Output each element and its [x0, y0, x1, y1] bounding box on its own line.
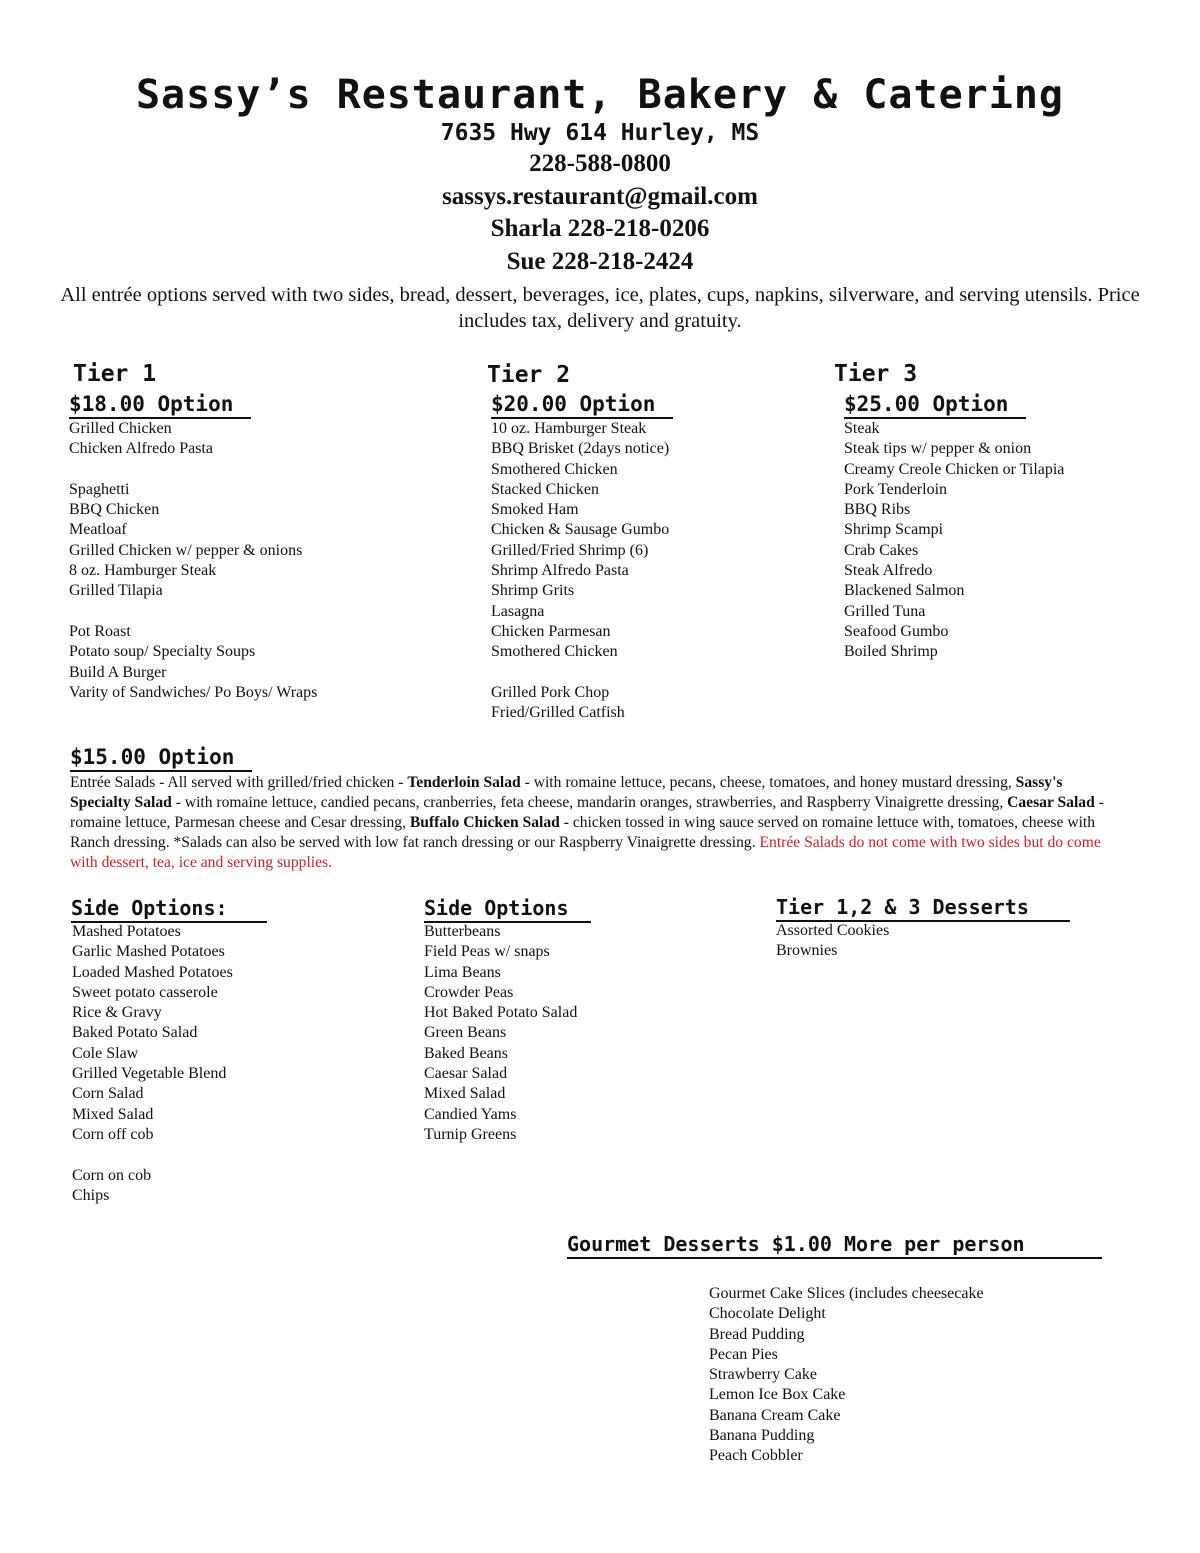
list-item: Boiled Shrimp: [844, 643, 938, 661]
email: sassys.restaurant@gmail.com: [442, 183, 758, 210]
buffalo-salad-name: Buffalo Chicken Salad: [409, 814, 560, 831]
side-options-2-list: [424, 922, 577, 1145]
list-item: Sweet potato casserole: [72, 983, 218, 1001]
restaurant-title: Sassy’s Restaurant, Bakery & Catering: [135, 72, 1065, 118]
list-item: Field Peas w/ snaps: [424, 943, 550, 961]
list-item: Candied Yams: [424, 1105, 517, 1123]
list-item: Banana Cream Cake: [709, 1406, 841, 1424]
list-item: Brownies: [776, 942, 838, 960]
list-item: 10 oz. Hamburger Steak: [491, 420, 647, 437]
list-item: Spaghetti: [69, 480, 130, 498]
tenderloin-salad-desc: - with romaine lettuce, pecans, cheese, tomatoes, and honey mustard dressing,: [520, 774, 1016, 791]
list-item: Creamy Creole Chicken or Tilapia: [844, 460, 1065, 478]
desserts-list: [776, 921, 889, 962]
list-item: Bread Pudding: [709, 1325, 805, 1343]
caesar-salad-desc: - romaine lettuce, Parmesan cheese and Cesar dressing,: [70, 794, 1104, 831]
list-item: Pork Tenderloin: [844, 480, 948, 498]
salad-description: [70, 773, 1120, 873]
caesar-salad-name: Caesar Salad: [1007, 794, 1095, 811]
list-item: Crowder Peas: [424, 983, 514, 1001]
list-item: Strawberry Cake: [709, 1366, 817, 1384]
gourmet-desserts-list: [709, 1284, 984, 1467]
salad-price: $15.00 Option: [70, 745, 252, 772]
list-item: Smothered Chicken: [491, 460, 618, 478]
buffalo-salad-desc: - chicken tossed in wing sauce served on romaine lettuce with, tomatoes, cheese with Ranch dressing. *Salads can also be served with low fat ranch dressing or our Raspberry Vinaigrette dressing.: [70, 814, 1096, 851]
list-item: Gourmet Cake Slices (includes cheesecake: [709, 1285, 984, 1302]
list-item: Steak: [844, 420, 880, 437]
list-item: Baked Potato Salad: [72, 1024, 198, 1042]
tier-1-heading: Tier 1: [73, 361, 157, 387]
address: 7635 Hwy 614 Hurley, MS: [440, 120, 760, 146]
list-item: Baked Beans: [424, 1044, 508, 1062]
list-item: Stacked Chicken: [491, 480, 599, 498]
tier-2-list: [491, 419, 669, 723]
list-item: Grilled Chicken: [69, 420, 172, 437]
side-options-2-heading: Side Options: [424, 896, 591, 923]
list-item: Pecan Pies: [709, 1345, 778, 1363]
list-item: Peach Cobbler: [709, 1447, 803, 1465]
list-item: Varity of Sandwiches/ Po Boys/ Wraps: [69, 683, 318, 701]
list-item: Potato soup/ Specialty Soups: [69, 643, 256, 661]
list-item: 8 oz. Hamburger Steak: [69, 562, 217, 580]
service-note: All entrée options served with two sides, bread, dessert, beverages, ice, plates, cups, napkins, silverware, and serving utensils. Price includes tax, delivery and gratuity.: [60, 284, 1140, 332]
phone: 228-588-0800: [529, 150, 671, 177]
list-item: Butterbeans: [424, 923, 501, 940]
list-item: Grilled Pork Chop: [491, 683, 610, 701]
contact-sharla: Sharla 228-218-0206: [490, 215, 710, 242]
list-item: [69, 602, 317, 622]
list-item: Shrimp Scampi: [844, 521, 944, 539]
list-item: Banana Pudding: [709, 1427, 815, 1445]
list-item: Mashed Potatoes: [72, 923, 181, 940]
list-item: Cole Slaw: [72, 1044, 139, 1062]
contact-sue: Sue 228-218-2424: [506, 248, 694, 275]
list-item: Mixed Salad: [72, 1105, 154, 1123]
salad-warning: Entrée Salads do not come with two sides but do come with dessert, tea, ice and serving supplies.: [70, 834, 1101, 871]
list-item: Seafood Gumbo: [844, 622, 949, 640]
list-item: Meatloaf: [69, 521, 127, 539]
list-item: BBQ Ribs: [844, 501, 911, 519]
list-item: Corn off cob: [72, 1125, 154, 1143]
list-item: Grilled Tuna: [844, 602, 926, 620]
list-item: Lasagna: [491, 602, 545, 620]
tier-3-heading: Tier 3: [834, 361, 918, 387]
tier-1-list: [69, 419, 317, 703]
list-item: Chicken & Sausage Gumbo: [491, 521, 670, 539]
specialty-salad-desc: - with romaine lettuce, candied pecans, cranberries, feta cheese, mandarin oranges, strawberries, and Raspberry Vinaigrette dressing,: [171, 794, 1008, 811]
list-item: Smothered Chicken: [491, 643, 618, 661]
list-item: Blackened Salmon: [844, 582, 965, 600]
list-item: Rice & Gravy: [72, 1004, 162, 1022]
list-item: Corn on cob: [72, 1166, 152, 1184]
list-item: Shrimp Alfredo Pasta: [491, 562, 629, 580]
tier-1-price: $18.00 Option: [69, 392, 251, 419]
list-item: Caesar Salad: [424, 1065, 508, 1083]
list-item: Crab Cakes: [844, 541, 919, 559]
list-item: Shrimp Grits: [491, 582, 575, 600]
list-item: Assorted Cookies: [776, 922, 890, 939]
tier-2-price: $20.00 Option: [491, 392, 673, 419]
salad-intro: Entrée Salads - All served with grilled/fried chicken -: [70, 774, 408, 791]
list-item: Pot Roast: [69, 622, 131, 640]
list-item: Build A Burger: [69, 663, 167, 681]
list-item: Chocolate Delight: [709, 1305, 826, 1323]
list-item: [69, 460, 317, 480]
tier-3-price: $25.00 Option: [844, 392, 1026, 419]
list-item: Grilled Chicken w/ pepper & onions: [69, 541, 303, 559]
list-item: Steak Alfredo: [844, 562, 933, 580]
list-item: Hot Baked Potato Salad: [424, 1004, 578, 1022]
desserts-heading: Tier 1,2 & 3 Desserts: [776, 895, 1070, 922]
list-item: Chips: [72, 1186, 110, 1204]
list-item: Smoked Ham: [491, 501, 579, 519]
list-item: Loaded Mashed Potatoes: [72, 963, 233, 981]
list-item: Lima Beans: [424, 963, 501, 981]
list-item: [72, 1145, 233, 1165]
list-item: Grilled Vegetable Blend: [72, 1065, 227, 1083]
list-item: Steak tips w/ pepper & onion: [844, 440, 1032, 458]
side-options-1-list: [72, 922, 233, 1206]
tenderloin-salad-name: Tenderloin Salad: [407, 774, 521, 791]
tier-2-heading: Tier 2: [487, 362, 571, 388]
list-item: Corn Salad: [72, 1085, 144, 1103]
specialty-salad-name: Sassy's Specialty Salad: [70, 774, 1063, 811]
list-item: Chicken Alfredo Pasta: [69, 440, 213, 458]
list-item: BBQ Brisket (2days notice): [491, 440, 670, 458]
list-item: Garlic Mashed Potatoes: [72, 943, 225, 961]
list-item: Fried/Grilled Catfish: [491, 704, 625, 722]
list-item: Grilled/Fried Shrimp (6): [491, 541, 649, 559]
list-item: Turnip Greens: [424, 1125, 517, 1143]
list-item: Grilled Tilapia: [69, 582, 163, 600]
tier-3-list: [844, 419, 1064, 663]
list-item: BBQ Chicken: [69, 501, 160, 519]
list-item: Lemon Ice Box Cake: [709, 1386, 846, 1404]
gourmet-desserts-heading: Gourmet Desserts $1.00 More per person: [567, 1232, 1102, 1259]
list-item: [491, 663, 669, 683]
list-item: Chicken Parmesan: [491, 622, 611, 640]
list-item: Green Beans: [424, 1024, 507, 1042]
side-options-1-heading: Side Options:: [71, 896, 267, 923]
list-item: Mixed Salad: [424, 1085, 506, 1103]
